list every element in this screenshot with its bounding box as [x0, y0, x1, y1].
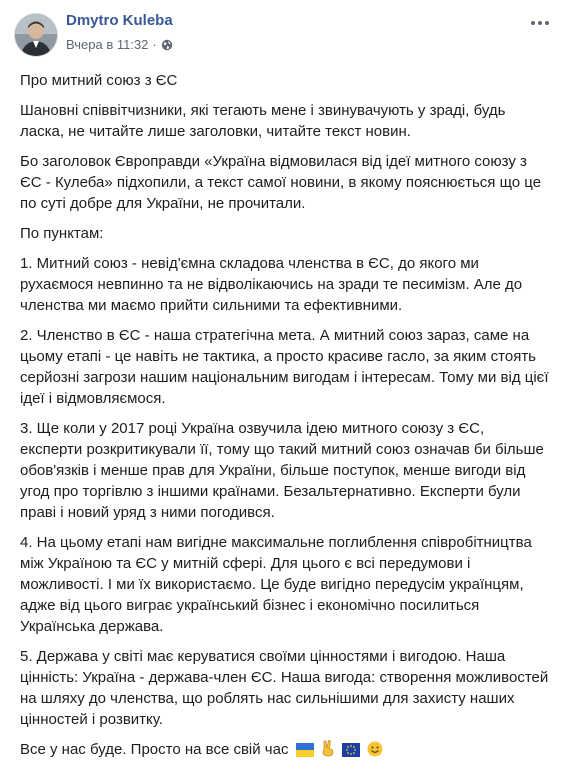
globe-icon[interactable] [161, 39, 173, 51]
ukraine-flag-icon [296, 743, 314, 757]
eu-flag-icon [342, 743, 360, 757]
more-options-button[interactable] [527, 14, 553, 32]
post-closing-line [20, 739, 550, 760]
post-paragraph: 2. Членство в ЄС - наша стратегічна мета. А митний союз зараз, саме на цьому етапі - це навіть не тактика, а просто красиве гасло, за яким стоять серйозні загрози нашим національним вигодам і інтересам. Тому ми від цієї ідеї і відмовляємося. [20, 327, 549, 407]
post-header [14, 10, 553, 58]
closing-text: Все у нас буде. Просто на все свій час [20, 741, 289, 758]
post-paragraph: Про митний союз з ЄС [20, 72, 178, 89]
more-dot [545, 21, 549, 25]
more-dot [531, 21, 535, 25]
victory-hand-icon [321, 740, 335, 757]
post-body [20, 70, 550, 769]
post-meta [66, 37, 173, 52]
post-paragraph: Бо заголовок Європравди «Україна відмовилася від ідеї митного союзу з ЄС - Кулеба» підхопили, а текст самої новини, в якому пояснюється що це по суті добре для України, не прочитали. [20, 153, 542, 212]
post-timestamp[interactable]: Вчера в 11:32 [66, 37, 149, 52]
post-paragraph: 3. Ще коли у 2017 році Україна озвучила ідею митного союзу з ЄС, експерти розкритикували її, тому що такий митний союз означав би більше обов'язків і менше прав для України, більше поступок, менше вигоди від угод про торгівлю з іншими країнами. Безальтернативно. Експерти були праві і новий уряд з ними погодився. [20, 420, 544, 521]
author-avatar[interactable] [14, 13, 58, 57]
post-paragraph: 4. На цьому етапі нам вигідне максимальне поглиблення співробітництва між Україною та ЄС у митній сфері. Для цього є всі передумови і можливості. І ми їх використаємо. Це буде вигідно передусім українцям, адже від цього виграє український бізнес і економічно посилиться Українська держава. [20, 534, 532, 635]
post-paragraph: 1. Митний союз - невід'ємна складова членства в ЄС, до якого ми рухаємося невпинно та не відволікаючись на зради те песимізм. Але до членства ми маємо прийти сильними та ефективними. [20, 255, 523, 314]
smiling-face-icon [367, 741, 383, 757]
post-paragraph: По пунктам: [20, 225, 104, 242]
post-paragraph: 5. Держава у світі має керуватися своїми цінностями і вигодою. Наша цінність: Україна - держава-член ЄС. Наша вигода: створення можливостей на шляху до членства, що роблять нас сильнішими для захисту наших цінностей і розвитку. [20, 648, 549, 728]
author-name[interactable]: Dmytro Kuleba [66, 12, 173, 29]
meta-separator: · [152, 37, 157, 52]
post-paragraph: Шановні співвітчизники, які тегають мене і звинувачують у зраді, будь ласка, не читайте лише заголовки, читайте текст новин. [20, 102, 506, 140]
more-dot [538, 21, 542, 25]
avatar-portrait-icon [15, 14, 57, 56]
